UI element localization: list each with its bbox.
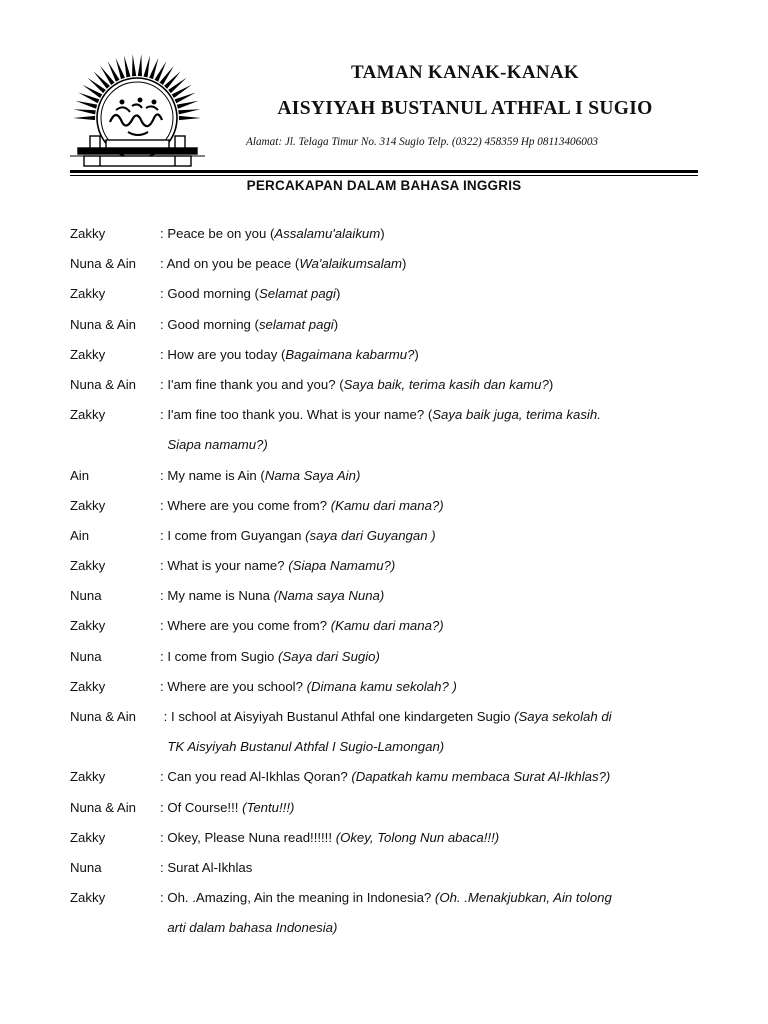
utterance-text: : Of Course!!!	[160, 799, 243, 815]
utterance-translation: (Saya sekolah di	[514, 709, 612, 724]
utterance-text: : And on you be peace (	[160, 256, 300, 272]
dialog-utterance	[160, 555, 700, 585]
utterance-text: : I come from Sugio	[160, 648, 278, 664]
dialog-utterance	[160, 736, 700, 766]
dialog-utterance	[160, 404, 700, 434]
utterance-translation: (Kamu dari mana?)	[330, 618, 444, 634]
utterance-text: : I come from Guyangan	[160, 527, 306, 543]
dialog-utterance	[160, 585, 700, 615]
dialog-speaker: Zakky	[70, 769, 106, 785]
dialog-speaker	[70, 434, 160, 464]
sun-ray	[143, 55, 150, 77]
utterance-translation: (Nama saya Nuna)	[273, 588, 385, 604]
dialog-utterance	[160, 465, 700, 495]
dialog-line	[70, 857, 700, 887]
utterance-text: : Surat Al-Ikhlas	[160, 859, 253, 875]
sun-ray	[179, 116, 201, 120]
dialog-line	[70, 374, 700, 404]
dialog-line	[70, 706, 700, 736]
sun-ray	[177, 101, 199, 109]
document-title: PERCAKAPAN DALAM BAHASA INGGRIS	[246, 178, 522, 193]
dialog-utterance	[160, 434, 700, 464]
dialog-utterance	[160, 223, 700, 253]
utterance-translation: (Dapatkah kamu membaca Surat Al-Ikhlas?)	[351, 769, 611, 785]
dialog-utterance	[160, 374, 700, 404]
dialog-speaker: Zakky	[70, 618, 106, 634]
school-address: Alamat: Jl. Telaga Timur No. 314 Sugio Telp. (0322) 458359 Hp 08113406003	[246, 136, 599, 148]
dialog-speaker	[70, 736, 160, 766]
utterance-translation: (Tentu!!!)	[242, 799, 295, 815]
header-divider-thin	[70, 175, 698, 176]
utterance-translation: Siapa namamu?)	[167, 437, 268, 453]
dialog-utterance	[160, 314, 700, 344]
utterance-text: : Where are you come from?	[160, 618, 331, 634]
dialog-line	[70, 465, 700, 495]
dialog-line	[70, 344, 700, 374]
utterance-text: : How are you today (	[160, 346, 286, 362]
dialog-utterance	[160, 827, 700, 857]
dialog-speaker: Zakky	[70, 497, 106, 513]
dialog-speaker: Nuna	[70, 859, 102, 875]
dialog-line	[70, 827, 700, 857]
utterance-text: : Where are you school?	[160, 678, 307, 694]
dialog-line	[70, 887, 700, 917]
dialog-line	[70, 283, 700, 313]
utterance-tail: )	[380, 226, 385, 241]
dialog-speaker: Zakky	[70, 226, 106, 241]
header-divider-thick	[70, 170, 698, 173]
dialog-utterance	[160, 917, 700, 947]
dialog-line	[70, 615, 700, 645]
dialog-utterance	[160, 495, 700, 525]
dialog-utterance	[160, 887, 700, 917]
utterance-translation: (Saya dari Sugio)	[278, 648, 380, 664]
sun-ray	[73, 116, 95, 120]
dialog-line	[70, 404, 700, 434]
dialog-utterance	[160, 857, 700, 887]
dialog-line	[70, 495, 700, 525]
dialog-utterance	[160, 344, 700, 374]
dialog-line	[70, 917, 700, 947]
utterance-translation: (Siapa Namamu?)	[288, 558, 396, 574]
utterance-translation: Wa'alaikumsalam	[299, 256, 402, 272]
dialog-speaker: Nuna & Ain	[70, 256, 136, 272]
dialog-utterance	[160, 525, 700, 555]
sun-ray	[178, 109, 200, 114]
dialog-line	[70, 555, 700, 585]
dialog-utterance	[160, 283, 700, 313]
utterance-translation: Saya baik juga, terima kasih.	[432, 407, 601, 423]
utterance-text: : My name is Nuna	[160, 588, 274, 604]
utterance-tail: )	[335, 286, 341, 302]
sun-ray	[132, 54, 136, 76]
dialog-list	[70, 223, 700, 948]
utterance-translation: Selamat pagi	[258, 286, 336, 302]
dialog-line	[70, 736, 700, 766]
utterance-translation: (Okey, Tolong Nun abaca!!!)	[335, 829, 500, 845]
utterance-text: : I'am fine too thank you. What is your name? (	[160, 407, 433, 423]
utterance-translation: selamat pagi	[258, 316, 334, 332]
dialog-speaker: Zakky	[70, 407, 106, 423]
utterance-text: : Peace be on you (	[160, 226, 275, 241]
sun-ray	[164, 71, 181, 89]
utterance-translation: (Oh. .Menakjubkan, Ain tolong	[434, 890, 612, 906]
dialog-utterance	[160, 797, 700, 827]
dialog-speaker: Nuna	[70, 588, 102, 604]
dialog-speaker: Nuna & Ain	[70, 799, 136, 815]
utterance-text: : What is your name?	[160, 558, 289, 574]
dialog-line	[70, 253, 700, 283]
dialog-line	[70, 314, 700, 344]
utterance-text: : Good morning (	[160, 286, 259, 302]
dialog-line	[70, 797, 700, 827]
sun-ray	[75, 101, 97, 109]
dialog-line	[70, 766, 700, 796]
dialog-speaker: Zakky	[70, 890, 106, 906]
dialog-utterance	[160, 706, 700, 736]
dialog-utterance	[160, 676, 700, 706]
school-name-line2: AISYIYAH BUSTANUL ATHFAL I SUGIO	[277, 98, 653, 119]
dialog-line	[70, 525, 700, 555]
dialog-utterance	[160, 646, 700, 676]
dialog-speaker: Ain	[70, 467, 90, 483]
utterance-tail: )	[333, 316, 339, 332]
dialog-line	[70, 223, 700, 253]
school-name-line1: TAMAN KANAK-KANAK	[351, 62, 579, 83]
dialog-line	[70, 676, 700, 706]
dialog-speaker: Zakky	[70, 286, 106, 302]
dialog-speaker: Zakky	[70, 346, 106, 362]
utterance-translation: (saya dari Guyangan )	[305, 527, 436, 543]
dialog-speaker: Ain	[70, 527, 90, 543]
dialog-speaker	[70, 917, 160, 947]
dialog-speaker: Zakky	[70, 558, 106, 574]
utterance-translation: arti dalam bahasa Indonesia)	[167, 920, 338, 936]
utterance-text: : My name is Ain (	[160, 467, 265, 483]
dialog-utterance	[160, 766, 700, 796]
sun-ray	[93, 71, 110, 89]
utterance-text: : I school at Aisyiyah Bustanul Athfal one kindargeten Sugio	[160, 709, 515, 724]
sun-ray	[74, 109, 96, 114]
dialog-utterance	[160, 253, 700, 283]
dialog-speaker: Nuna & Ain	[70, 709, 136, 724]
sun-ray	[124, 55, 131, 77]
sun-ray	[138, 54, 142, 76]
dialog-speaker: Nuna & Ain	[70, 316, 136, 332]
utterance-text: : Where are you come from?	[160, 497, 331, 513]
dialog-speaker: Nuna	[70, 648, 102, 664]
utterance-text: : Can you read Al-Ikhlas Qoran?	[160, 769, 352, 785]
dialog-speaker: Zakky	[70, 678, 106, 694]
utterance-tail: )	[548, 376, 554, 392]
utterance-text: : I'am fine thank you and you? (	[160, 376, 344, 392]
utterance-text: : Good morning (	[160, 316, 259, 332]
dialog-line	[70, 585, 700, 615]
dialog-utterance	[160, 615, 700, 645]
utterance-translation: Saya baik, terima kasih dan kamu?	[343, 376, 549, 392]
utterance-translation: TK Aisyiyah Bustanul Athfal I Sugio-Lamongan)	[167, 739, 445, 755]
dialog-speaker: Nuna & Ain	[70, 376, 136, 392]
utterance-translation: Nama Saya Ain)	[264, 467, 361, 483]
utterance-tail: )	[402, 256, 407, 272]
dialog-line	[70, 646, 700, 676]
utterance-text: : Okey, Please Nuna read!!!!!!	[160, 829, 336, 845]
aisyiyah-sun-emblem-icon	[70, 52, 205, 170]
utterance-tail: )	[414, 346, 419, 362]
dialog-line	[70, 434, 700, 464]
dialog-speaker: Zakky	[70, 829, 106, 845]
utterance-text: : Oh. .Amazing, Ain the meaning in Indonesia?	[160, 890, 435, 906]
utterance-translation: (Dimana kamu sekolah? )	[306, 678, 457, 694]
utterance-translation: Bagaimana kabarmu?	[285, 346, 415, 362]
utterance-translation: (Kamu dari mana?)	[330, 497, 444, 513]
utterance-translation: Assalamu'alaikum	[274, 226, 381, 241]
